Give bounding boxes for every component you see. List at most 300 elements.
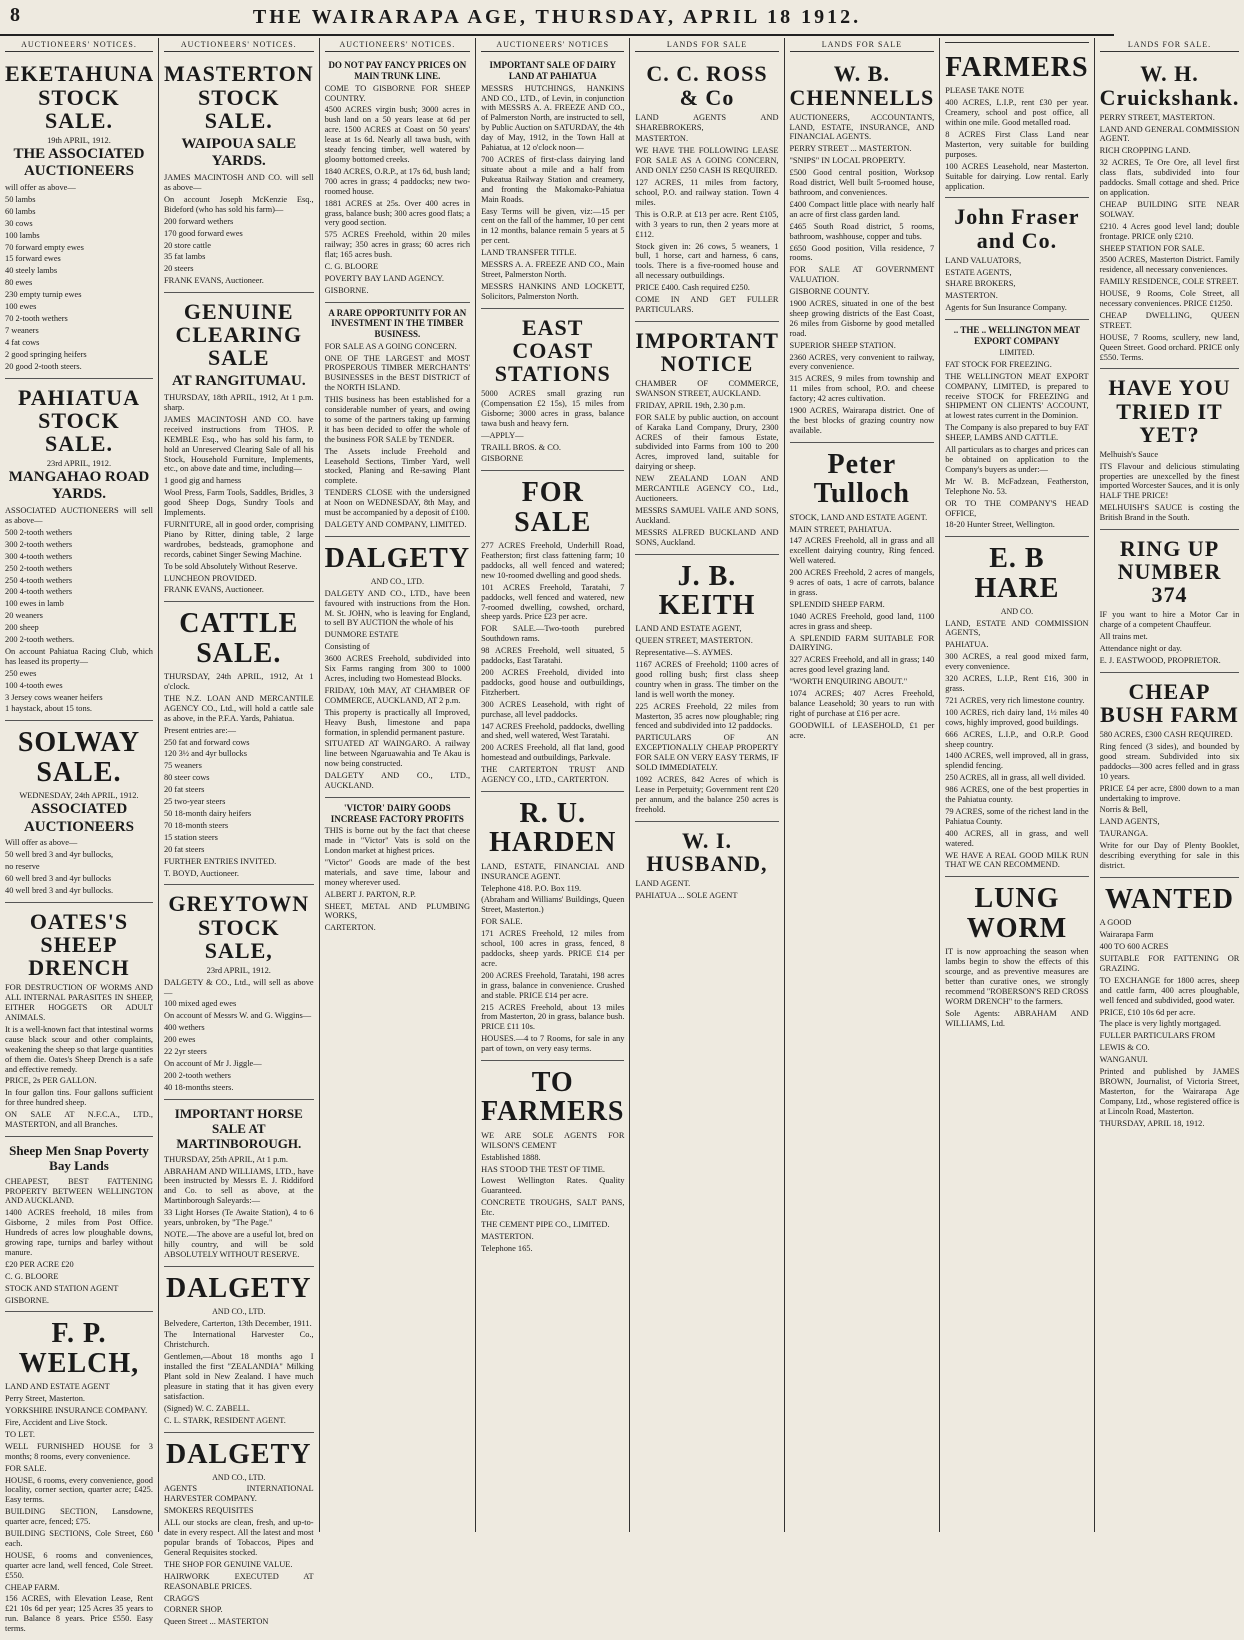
advertisement-line: 400 wethers	[163, 1023, 205, 1033]
advertisement-line: FURNITURE, all in good order, comprising Piano by Ritter, dining table, 2 large wardrobes, bedsteads, gramophone and records, cabinet Singer Sewing Machine.	[163, 520, 314, 559]
advertisement-line: 666 ACRES, L.I.P., and O.R.P. Good sheep country.	[945, 729, 1089, 749]
advertisement-line: HAS STOOD THE TEST OF TIME.	[481, 1164, 605, 1174]
advertisement-line: 225 ACRES Freehold, 22 miles from Masterton, 35 acres now ploughable; ring fenced and subdivided into 12 paddocks.	[635, 701, 779, 731]
advertisement-line: PLEASE TAKE NOTE	[945, 86, 1024, 96]
advertisement-line: SPLENDID SHEEP FARM.	[789, 599, 885, 609]
advertisement-line: 100 mixed aged ewes	[163, 999, 237, 1009]
advertisement-line: 100 lambs	[5, 230, 40, 240]
advertisement-line: HOUSE, 7 Rooms, scullery, new land, Queen Street. Good orchard. PRICE only £550. Terms.	[1099, 332, 1240, 362]
advertisement-line: CHEAP FARM.	[5, 1582, 60, 1592]
advertisement-block	[325, 55, 470, 302]
advertisement-line: THURSDAY, 18th APRIL, 1912, At 1 p.m. sharp.	[163, 393, 314, 413]
advertisement-line: 200 ACRES Freehold, 2 acres of mangels, 9 acres of oats, 1 acre of carrots, balance in grass.	[789, 568, 935, 597]
advertisement-line: 50 18-month dairy heifers	[163, 809, 252, 818]
advertisement-line: 22 2yr steers	[163, 1047, 207, 1057]
advertisement-line: WE ARE SOLE AGENTS FOR WILSON'S CEMENT	[481, 1130, 625, 1150]
advertisement-line: 80 steer cows	[163, 773, 210, 783]
advertisement-line: 300 4-tooth wethers	[5, 551, 72, 561]
advertisement-line: C. G. BLOORE	[5, 1271, 59, 1281]
advertisement-line: CARTERTON.	[324, 923, 376, 933]
advertisement-title: FARMERS	[945, 52, 1089, 83]
advertisement-line: PRICE, 2s PER GALLON.	[5, 1076, 97, 1086]
advertisement-line: HOUSE, 6 rooms, every convenience, good locality, corner section, quarter acre; £425. Easy terms.	[5, 1475, 153, 1505]
advertisement-line: 100 4-tooth ewes	[5, 680, 63, 690]
advertisement-block	[164, 1267, 314, 1433]
advertisement-line: PRICE £400. Cash required £250.	[635, 283, 750, 293]
advertisement-line: Present entries are:—	[163, 725, 237, 735]
advertisement-line: This is O.R.P. at £13 per acre. Rent £105, with 3 years to run, then 2 years more at £112.	[635, 209, 779, 239]
advertisement-line: 70 2-tooth wethers	[5, 313, 68, 323]
advertisement-line: ALBERT J. PARTON, R.P.	[324, 889, 416, 899]
advertisement-block	[635, 55, 778, 321]
advertisement-line: 200 ACRES Freehold, divided into paddocks, good house and outbuildings, Fitzherbert.	[481, 667, 625, 697]
advertisement-line: 98 ACRES Freehold, well situated, 5 paddocks, East Taratahi.	[481, 646, 625, 666]
advertisement-title: C. C. ROSS & Co	[646, 61, 768, 110]
advertisement-line: LUNCHEON PROVIDED.	[163, 573, 257, 583]
advertisement-line: 250 4-tooth wethers	[5, 575, 72, 585]
advertisement-line: All trains met.	[1099, 632, 1148, 642]
advertisement-line: 315 ACRES, 9 miles from township and 11 miles from school, P.O. and cheese factory; 42 acres cultivation.	[789, 374, 935, 404]
advertisement-line: MESSRS A. A. FREEZE AND CO., Main Street, Palmerston North.	[481, 260, 625, 279]
advertisement-line: 20 fat steers	[163, 785, 205, 795]
advertisement-line: £210. 4 Acres good level land; double frontage. PRICE only £210.	[1099, 221, 1240, 241]
advertisement-title: IMPORTANT HORSE SALE AT MARTINBOROUGH.	[174, 1105, 303, 1152]
advertisement-line: 1900 ACRES, situated in one of the best sheep growing districts of the East Coast, 26 miles from Gisborne by good metalled road.	[789, 299, 935, 338]
advertisement-title: J. B. KEITH	[658, 560, 756, 621]
advertisement-line: Mr W. B. McFadzean, Featherston, Telephone No. 53.	[945, 476, 1089, 496]
advertisement-line: Easy Terms will be given, viz:—15 per cent on the fall of the hammer, 10 per cent in 12 months, balance remain 5 years at 5 per cent.	[481, 206, 625, 246]
advertisement-line: FRANK EVANS, Auctioneer.	[163, 585, 264, 595]
advertisement-line: THE WELLINGTON MEAT EXPORT COMPANY, LIMITED, is prepared to receive STOCK for FREEZING and SHIPMENT ON CLIENTS' ACCOUNT, at lowest rates current in the Dominion.	[945, 371, 1089, 421]
advertisement-line: 4 fat cows	[5, 337, 40, 347]
advertisement-line: 1400 ACRES, well improved, all in grass, splendid fencing.	[945, 751, 1089, 771]
advertisement-line: 5000 ACRES small grazing run (Compensation £2 15s), 15 miles from Gisborne; 3000 acres in grass, balance tawa bush and heavy fern.	[481, 388, 625, 428]
advertisement-line: 200 4-tooth wethers	[5, 587, 72, 597]
advertisement-title: E. B HARE	[974, 543, 1060, 604]
advertisement-line: 100 ACRES, rich dairy land, 1½ miles 40 cows, highly improved, good buildings.	[945, 707, 1089, 727]
advertisement-line: SHARE BROKERS,	[945, 279, 1016, 289]
advertisement-block	[481, 792, 624, 1061]
advertisement-line: 40 well bred 3 and 4yr bullocks.	[5, 886, 114, 896]
advertisement-line: LAND, ESTATE, FINANCIAL AND INSURANCE AGENT.	[481, 861, 625, 881]
advertisement-block	[790, 55, 935, 442]
advertisement-line: MESSRS HANKINS AND LOCKETT, Solicitors, Palmerston North.	[481, 281, 625, 301]
advertisement-line: HOUSES.—4 to 7 Rooms, for sale in any part of town, on very easy terms.	[481, 1034, 625, 1054]
advertisement-title: DALGETY	[324, 542, 471, 574]
advertisement-line: 15 station steers	[163, 832, 218, 842]
advertisement-title: IMPORTANT NOTICE	[635, 327, 779, 376]
advertisement-block	[325, 303, 470, 537]
advertisement-line: 1881 ACRES at 25s. Over 400 acres in grass, balance bush; 300 acres good flats; a very good section.	[324, 198, 471, 228]
column-header: LANDS FOR SALE	[635, 40, 778, 52]
advertisement-title: CHEAP BUSH FARM	[1100, 678, 1239, 727]
advertisement-line: Belvedere, Carterton, 13th December, 1911.	[163, 1318, 312, 1328]
advertisement-line: DALGETY & CO., Ltd., will sell as above—	[163, 977, 314, 997]
advertisement-block	[5, 1137, 153, 1313]
advertisement-line: 156 ACRES, with Elevation Lease, Rent £21 10s 6d per year; 125 Acres 35 years to run. Balance 8 years. Price £550. Easy terms.	[5, 1594, 153, 1634]
advertisement-line: GISBORNE.	[5, 1295, 49, 1305]
column-header	[945, 40, 1088, 43]
advertisement-line: Perry Street, Masterton.	[5, 1394, 86, 1404]
advertisement-line: 20 fat steers	[163, 844, 205, 854]
advertisement-line: £20 PER ACRE £20	[5, 1259, 74, 1269]
advertisement-line: 400 TO 600 ACRES	[1099, 942, 1169, 952]
advertisement-line: 200 ACRES Freehold, all flat land, good homestead and outbuildings, Parkvale.	[481, 743, 625, 763]
advertisement-line: BUILDING SECTIONS, Cole Street, £60 each.	[5, 1529, 153, 1548]
advertisement-line: THE N.Z. LOAN AND MERCANTILE AGENCY CO., Ltd., will hold a cattle sale as above, in the P.F.A. Yards, Pahiatua.	[163, 693, 314, 723]
advertisement-line: POVERTY BAY LAND AGENCY.	[324, 273, 444, 283]
advertisement-line: FOR SALE by public auction, on account of Karaka Land Company, Drury, 2300 ACRES of their famous Estate, subdivided into Farms from 100 to 200 Acres, improved land, suitable for dairying or sheep.	[635, 412, 779, 472]
advertisement-line: FRIDAY, APRIL 19th, 2.30 p.m.	[635, 400, 746, 410]
advertisement-line: 300 2-tooth wethers	[5, 539, 72, 549]
advertisement-line: E. J. EASTWOOD, PROPRIETOR.	[1099, 656, 1221, 665]
advertisement-heading: WAIPOUA SALE YARDS.	[181, 135, 297, 170]
advertisement-line: TO LET.	[5, 1429, 35, 1439]
advertisement-line: HAIRWORK EXECUTED AT REASONABLE PRICES.	[163, 1571, 314, 1591]
advertisement-line: LEWIS & CO.	[1099, 1043, 1150, 1053]
advertisement-line: 147 ACRES Freehold, all in grass and all excellent dairying country, Ring fenced. Well watered.	[789, 536, 935, 566]
advertisement-block	[635, 322, 778, 555]
advertisement-line: Representative—S. AYMES.	[635, 648, 733, 658]
advertisement-line: 2360 ACRES, very convenient to railway, every convenience.	[789, 352, 935, 372]
advertisement-line: 250 fat and forward cows	[163, 737, 250, 747]
advertisement-line: MASTERTON.	[945, 291, 998, 301]
advertisement-line: 721 ACRES, very rich limestone country.	[945, 695, 1085, 705]
advertisement-line: LAND AGENTS,	[1099, 817, 1160, 827]
advertisement-line: 250 2-tooth wethers	[5, 563, 72, 573]
advertisement-title: SOLWAY SALE.	[17, 727, 141, 788]
advertisement-line: 50 well bred 3 and 4yr bullocks,	[5, 850, 114, 860]
advertisement-line: TENDERS CLOSE with the undersigned at Noon on WEDNESDAY, 8th May, and must be accompanied by a deposit of £100.	[324, 488, 471, 518]
advertisement-line: PAHIATUA.	[945, 640, 989, 650]
advertisement-line: 1900 ACRES, Wairarapa district. One of the best blocks of grazing country now available.	[789, 406, 935, 435]
advertisement-line: ALL our stocks are clean, fresh, and up-to-date in every respect. All the latest and most popular brands of Tobaccos, Pipes and General Requisites stocked.	[163, 1518, 314, 1557]
advertisement-title: MASTERTON STOCK SALE.	[163, 61, 314, 133]
advertisement-title: F. P. WELCH,	[18, 1318, 140, 1379]
advertisement-line: SUPERIOR SHEEP STATION.	[789, 340, 896, 350]
advertisement-line: 70 18-month steers	[163, 820, 229, 830]
advertisement-line: 1400 ACRES freehold, 18 miles from Gisborne, 2 miles from Post Office. Hundreds of acres low ploughable downs, growing rape, turnips and barley without manure.	[5, 1208, 153, 1257]
advertisement-line: Will offer as above—	[5, 838, 78, 848]
advertisement-line: 1 good gig and harness	[163, 476, 242, 486]
advertisement-line: 40 18-months steers.	[163, 1082, 234, 1092]
advertisement-line: Attendance night or day.	[1099, 644, 1182, 654]
advertisement-line: FRANK EVANS, Auctioneer.	[163, 276, 264, 286]
advertisement-line: Sole Agents: ABRAHAM AND WILLIAMS, Ltd.	[945, 1008, 1089, 1028]
advertisement-line: Norris & Bell,	[1099, 805, 1148, 815]
advertisement-line: 1840 ACRES, O.R.P., at 17s 6d, bush land; 700 acres in grass; 4 paddocks; new two-roomed house.	[324, 166, 471, 196]
advertisement-line: NEW ZEALAND LOAN AND MERCANTILE AGENCY CO., Ltd., Auctioneers.	[635, 474, 779, 503]
column-6	[785, 38, 941, 1532]
advertisement-line: A SPLENDID FARM SUITABLE FOR DAIRYING.	[789, 633, 935, 653]
advertisement-line: 215 ACRES Freehold, about 13 miles from Masterton, 20 in grass, balance bush. PRICE £11 10s.	[481, 1002, 625, 1032]
advertisement-line: ON SALE AT N.F.C.A., LTD., MASTERTON, and all Branches.	[5, 1110, 153, 1130]
column-header: LANDS FOR SALE.	[1100, 40, 1240, 52]
advertisement-block	[325, 798, 470, 939]
advertisement-line: 3 Jersey cows weaner heifers	[5, 692, 103, 702]
advertisement-line: Ring fenced (3 sides), and bounded by good stream. Subdivided into six paddocks—300 acres felled and in grass 10 years.	[1099, 742, 1240, 781]
advertisement-line: SUITABLE FOR FATTENING OR GRAZING.	[1099, 953, 1240, 973]
advertisement-line: NOTE.—The above are a useful lot, bred on hilly country, and will be sold ABSOLUTELY WITHOUT RESERVE.	[163, 1230, 314, 1259]
advertisement-block	[481, 309, 624, 472]
advertisement-line: Fire, Accident and Live Stock.	[5, 1417, 108, 1427]
advertisement-line: "Victor" Goods are made of the best materials, and save time, labour and money wherever used.	[324, 857, 471, 887]
advertisement-line: 700 ACRES of first-class dairying land situate about a mile and a half from Pukeatua Railway Station and creamery, and fronting the Makomako-Pahiatua Main Roads.	[481, 155, 625, 204]
advertisement-line: TRAILL BROS. & CO.	[481, 442, 562, 452]
advertisement-line: WE HAVE A REAL GOOD MILK RUN THAT WE CAN RECOMMEND.	[945, 850, 1089, 870]
advertisement-title: OATES'S SHEEP DRENCH	[28, 908, 130, 981]
advertisement-block	[945, 198, 1088, 320]
advertisement-line: THURSDAY, 24th APRIL, 1912, At 1 o'clock.	[163, 672, 314, 692]
advertisement-line: FRIDAY, 10th MAY, AT CHAMBER OF COMMERCE, AUCKLAND, AT 2 p.m.	[324, 685, 471, 705]
advertisement-line: STOCK AND STATION AGENT	[5, 1283, 119, 1293]
column-3	[320, 38, 476, 1532]
advertisement-line: "SNIPS" IN LOCAL PROPERTY.	[789, 156, 906, 166]
advertisement-line: A GOOD	[1099, 918, 1132, 928]
advertisement-line: 8 ACRES First Class Land near Masterton, very suitable for building purposes.	[945, 130, 1089, 159]
advertisement-line: BUILDING SECTION, Lansdowne, quarter acre, fenced; £75.	[5, 1507, 153, 1527]
advertisement-line: —APPLY—	[481, 430, 524, 440]
advertisement-line: LAND VALUATORS,	[945, 255, 1022, 265]
advertisement-line: 147 ACRES Freehold, paddocks, dwelling and shed, well watered, West Taratahi.	[481, 721, 625, 741]
advertisement-date: WEDNESDAY, 24th APRIL, 1912.	[19, 791, 139, 801]
advertisement-line: TAURANGA.	[1099, 829, 1149, 839]
advertisement-line: 100 ewes in lamb	[5, 599, 64, 609]
advertisement-title: HAVE YOU TRIED IT YET?	[1108, 375, 1231, 447]
column-header: LANDS FOR SALE	[790, 40, 935, 52]
column-header: AUCTIONEERS' NOTICES	[481, 40, 624, 52]
advertisement-line: The Company is also prepared to buy FAT SHEEP, LAMBS AND CATTLE.	[945, 423, 1089, 443]
advertisement-line: 3500 ACRES, Masterton District. Family residence, all necessary conveniences.	[1099, 255, 1240, 275]
advertisement-line: FULLER PARTICULARS FROM	[1099, 1031, 1216, 1041]
column-7	[940, 38, 1094, 1532]
advertisement-title: W. H. Cruickshank.	[1099, 61, 1240, 110]
advertisement-line: 60 lambs	[5, 206, 36, 216]
advertisement-subtitle: AND CO., LTD.	[212, 1307, 266, 1317]
advertisement-line: 120 3½ and 4yr bullocks	[163, 749, 247, 759]
advertisement-line: 200 ACRES Freehold, Taratahi, 198 acres in grass, balance in convenience. Crushed and stable. PRICE £14 per acre.	[481, 970, 625, 1000]
advertisement-line: 200 2-tooth wethers.	[5, 635, 75, 645]
advertisement-block	[1100, 878, 1240, 1135]
advertisement-line: WE HAVE THE FOLLOWING LEASE FOR SALE AS A GOING CONCERN, AND ONLY £250 CASH IS REQUIRED.	[635, 146, 779, 176]
advertisement-title: EAST COAST STATIONS	[494, 314, 611, 386]
advertisement-title: DALGETY	[166, 1438, 312, 1470]
advertisement-line: MESSRS HUTCHINGS, HANKINS AND CO., LTD., of Levin, in conjunction with MESSRS A. A. FREEZE AND CO., of Palmerston North, are instructed to sell, by Public Auction on SATURDAY, the 4th day of May, 1912, in the Town Hall at Pahiatua, at 12 o'clock noon—	[481, 83, 625, 153]
advertisement-line: 20 good 2-tooth steers.	[5, 361, 82, 371]
advertisement-line: LAND, ESTATE AND COMMISSION AGENTS,	[945, 618, 1089, 638]
advertisement-line: The place is very lightly mortgaged.	[1099, 1019, 1222, 1029]
advertisement-line: £465 South Road district, 5 rooms, bathroom, washhouse, copper and tubs.	[789, 221, 935, 241]
advertisement-line: THIS business has been established for a considerable number of years, and owing to some of the partners taking up farming it has been decided to offer the whole of the business FOR SALE by TENDER.	[324, 395, 471, 444]
advertisement-line: £500 Good central position, Worksop Road district, Well built 5-roomed house, bathroom, and conveniences.	[789, 168, 935, 197]
advertisement-line: 80 ewes	[5, 278, 33, 288]
advertisement-line: FOR SALE AS A GOING CONCERN.	[324, 341, 457, 351]
advertisement-line: 580 ACRES, £300 CASH REQUIRED.	[1099, 730, 1233, 740]
advertisement-line: SMOKERS REQUISITES	[163, 1506, 254, 1516]
advertisement-line: 100 ewes	[5, 302, 37, 312]
column-header: AUCTIONEERS' NOTICES.	[325, 40, 470, 52]
advertisement-line: 400 ACRES, all in grass, and well watered.	[945, 828, 1089, 848]
advertisement-line: This property is practically all Improved, Heavy Bush, limestone and papa formation, in splendid permanent pasture.	[324, 707, 471, 737]
advertisement-line: THE SHOP FOR GENUINE VALUE.	[163, 1559, 293, 1569]
advertisement-line: HOUSE, 6 rooms and conveniences, quarter acre land, well fenced, Cole Street. £550.	[5, 1550, 153, 1580]
advertisement-line: OR TO THE COMPANY'S HEAD OFFICE,	[945, 498, 1089, 518]
advertisement-line: LAND AGENT.	[635, 878, 691, 888]
advertisement-line: 575 ACRES Freehold, within 20 miles railway; 350 acres in grass; 60 acres rich flat; 165 acres bush.	[324, 230, 471, 260]
advertisement-line: DUNMORE ESTATE	[324, 630, 399, 640]
advertisement-line: AUCTIONEERS, ACCOUNTANTS, LAND, ESTATE, INSURANCE, AND FINANCIAL AGENTS.	[789, 112, 935, 142]
column-8	[1095, 38, 1244, 1532]
advertisement-line: Agents for Sun Insurance Company.	[945, 303, 1067, 313]
advertisement-block	[164, 885, 314, 1099]
advertisement-line: LAND AND ESTATE AGENT	[5, 1382, 110, 1392]
column-4	[476, 38, 630, 1532]
page-number: 8	[10, 4, 20, 26]
advertisement-line: 33 Light Horses (Te Awaite Station), 4 to 6 years, unbroken, by "The Page."	[163, 1208, 314, 1228]
advertisement-line: 75 weaners	[163, 761, 202, 771]
advertisement-block	[164, 55, 314, 293]
advertisement-title: DALGETY	[166, 1272, 312, 1304]
advertisement-title: W. I. HUSBAND,	[646, 827, 768, 876]
advertisement-block	[481, 1061, 624, 1260]
advertisement-line: DALGETY AND CO., LTD., have been favoured with instructions from the Hon. M. St. JOHN, who is leaving for England, to sell BY AUCTION the whole of his	[324, 588, 471, 628]
advertisement-title: CATTLE SALE.	[179, 608, 299, 669]
advertisement-line: GISBORNE	[481, 454, 523, 464]
advertisement-line: Stock given in: 26 cows, 5 weaners, 1 bull, 1 horse, cart and harness, 6 cans, tools. There is a five-roomed house and all necessary outbuildings.	[635, 241, 779, 281]
advertisement-subtitle: AND CO.	[1000, 607, 1034, 617]
advertisement-line: Melhuish's Sauce	[1099, 449, 1159, 459]
advertisement-line: 2 good springing heifers	[5, 349, 87, 359]
advertisement-line: CHEAP BUILDING SITE NEAR SOLWAY.	[1099, 199, 1240, 219]
advertisement-title: WANTED	[1105, 883, 1234, 915]
newspaper-columns	[0, 38, 1240, 1634]
advertisement-block	[5, 55, 153, 378]
column-2	[159, 38, 320, 1627]
advertisement-line: PRICE £4 per acre, £800 down to a man undertaking to improve.	[1099, 783, 1240, 803]
advertisement-title: John Fraser and Co.	[954, 204, 1080, 253]
advertisement-line: THURSDAY, 25th APRIL, At 1 p.m.	[163, 1154, 288, 1164]
advertisement-line: IT is now approaching the season when lambs begin to show the effects of this scourge, and as preventive measures are better than curative ones, we strongly recommend "ROBERSON'S RED CROSS WORM DRENCH" to the farmers.	[945, 947, 1089, 1006]
advertisement-block	[481, 471, 624, 792]
advertisement-date: 19th APRIL, 1912.	[47, 135, 111, 145]
advertisement-block	[481, 55, 624, 308]
advertisement-line: IF you want to hire a Motor Car in charge of a competent Chauffeur.	[1099, 610, 1240, 630]
advertisement-line: LAND TRANSFER TITLE.	[481, 248, 577, 258]
advertisement-line: C. L. STARK, RESIDENT AGENT.	[163, 1415, 286, 1425]
advertisement-line: Telephone 418. P.O. Box 119.	[481, 883, 582, 893]
advertisement-line: FOR SALE.	[5, 1463, 47, 1473]
advertisement-line: 500 2-tooth wethers	[5, 527, 72, 537]
advertisement-line: On account Joseph McKenzie Esq., Bideford (who has sold his farm)—	[163, 194, 314, 214]
advertisement-line: COME TO GISBORNE FOR SHEEP COUNTRY.	[324, 83, 471, 103]
advertisement-line: 60 well bred 3 and 4yr bullocks	[5, 874, 112, 884]
newspaper-title: THE WAIRARAPA AGE, THURSDAY, APRIL 18 1912.	[252, 6, 862, 28]
advertisement-line: Lowest Wellington Rates. Quality Guaranteed.	[481, 1176, 625, 1196]
advertisement-line: MAIN STREET, PAHIATUA.	[789, 524, 892, 534]
advertisement-line: YORKSHIRE INSURANCE COMPANY.	[5, 1406, 148, 1416]
advertisement-block	[164, 293, 314, 602]
advertisement-line: 3600 ACRES Freehold, subdivided into Six Farms ranging from 300 to 1000 Acres, including two Homestead Blocks.	[324, 654, 471, 683]
column-header: AUCTIONEERS' NOTICES.	[5, 40, 153, 52]
advertisement-line: 1040 ACRES Freehold, good land, 1100 acres in grass and sheep.	[789, 611, 935, 631]
advertisement-line: TO EXCHANGE for 1800 acres, sheep and cattle farm, 400 acres ploughable, well fenced and subdivided, good water.	[1099, 975, 1240, 1005]
advertisement-line: 1167 ACRES of Freehold; 1100 acres of good rolling bush; first class sheep country when in grass. The timber on the land is well worth the money.	[635, 660, 779, 699]
advertisement-line: 50 lambs	[5, 194, 36, 204]
advertisement-line: STOCK, LAND AND ESTATE AGENT.	[789, 512, 928, 522]
advertisement-line: 4500 ACRES virgin bush; 3000 acres in bush land on a 50 years lease at 6d per acre. 1500 ACRES at Coast on 50 years' lease at 1s 6d. Nearly all tawa bush, with steady fencing timber, well watered by gloomy bottomed creeks.	[324, 105, 471, 164]
advertisement-line: MESSRS ALFRED BUCKLAND AND SONS, Auckland.	[635, 527, 779, 547]
advertisement-line: ASSOCIATED AUCTIONEERS will sell as above—	[5, 506, 153, 525]
advertisement-block	[945, 46, 1088, 198]
advertisement-heading: ASSOCIATED AUCTIONEERS	[23, 801, 134, 835]
advertisement-title: 'VICTOR' DAIRY GOODS INCREASE FACTORY PROFITS	[330, 802, 464, 824]
advertisement-line: CHEAPEST, BEST FATTENING PROPERTY BETWEEN WELLINGTON AND AUCKLAND.	[5, 1176, 153, 1206]
advertisement-line: LAND AND ESTATE AGENT,	[635, 624, 742, 634]
advertisement-line: THE CARTERTON TRUST AND AGENCY CO., LTD., CARTERTON.	[481, 765, 625, 785]
advertisement-line: 20 steers	[163, 264, 194, 274]
advertisement-line: The International Harvester Co., Christchurch.	[163, 1330, 314, 1350]
advertisement-line: Wool Press, Farm Tools, Saddles, Bridles, 3 good Sheep Dogs, Sundry Tools and Implements.	[163, 488, 314, 518]
advertisement-line: FOR SALE.	[481, 917, 523, 927]
advertisement-line: 70 forward empty ewes	[5, 242, 84, 252]
advertisement-line: LAND AND GENERAL COMMISSION AGENT.	[1099, 124, 1240, 144]
advertisement-line: SITUATED AT WAINGARO. A railway line between Ngaruawahia and Te Akau is now being constructed.	[324, 739, 471, 769]
advertisement-line: THE CEMENT PIPE CO., LIMITED.	[481, 1220, 610, 1230]
advertisement-line: 25 two-year steers	[163, 797, 226, 807]
advertisement-line: 1092 ACRES, 842 Acres of which is Lease in Perpetuity; Government rent £20 per annum, and the balance 250 acres is freehold.	[635, 775, 779, 814]
advertisement-title: Sheep Men Snap Poverty Bay Lands	[9, 1142, 149, 1174]
advertisement-line: CORNER SHOP.	[163, 1605, 223, 1615]
advertisement-line: To be sold Absolutely Without Reserve.	[163, 561, 298, 571]
column-1	[0, 38, 159, 1634]
advertisement-line: 200 sheep	[5, 623, 39, 633]
advertisement-line: PARTICULARS OF AN EXCEPTIONALLY CHEAP PROPERTY FOR SALE ON VERY EASY TERMS, IF SOLD IMMEDIATELY.	[635, 733, 779, 773]
advertisement-line: WELL FURNISHED HOUSE for 3 months; 8 rooms, every convenience.	[5, 1441, 153, 1461]
advertisement-title: IMPORTANT SALE OF DAIRY LAND AT PAHIATUA	[489, 60, 616, 82]
advertisement-title: A RARE OPPORTUNITY FOR AN INVESTMENT IN THE TIMBER BUSINESS.	[328, 307, 467, 339]
advertisement-line: GISBORNE.	[324, 285, 369, 295]
advertisement-line: T. BOYD, Auctioneer.	[163, 868, 239, 878]
advertisement-line: 200 ewes	[163, 1035, 196, 1045]
advertisement-line: 79 ACRES, some of the richest land in the Pahiatua County.	[945, 806, 1089, 826]
advertisement-line: 127 ACRES, 11 miles from factory, school, P.O. and railway station. Town 4 miles.	[635, 178, 779, 207]
advertisement-line: Telephone 165.	[481, 1243, 533, 1253]
advertisement-title: W. B. CHENNELLS	[789, 61, 935, 110]
advertisement-line: 327 ACRES Freehold, and all in grass; 140 acres good level grazing land.	[789, 655, 935, 675]
advertisement-line: CRAGG'S	[163, 1593, 200, 1603]
advertisement-line: 200 forward wethers	[163, 216, 234, 226]
advertisement-block	[5, 379, 153, 722]
advertisement-line: Gentlemen,—About 18 months ago I installed the first "ZEALANDIA" Milking Plant sold in New Zealand. I have much pleasure in stating that it has given every satisfaction.	[163, 1352, 314, 1401]
advertisement-line: QUEEN STREET, MASTERTON.	[635, 636, 753, 646]
advertisement-line: ITS Flavour and delicious stimulating properties are unexcelled by the finest imported Worcester Sauces, and it is only HALF THE PRICE!	[1099, 461, 1240, 501]
advertisement-line: In four gallon tins. Four gallons sufficient for three hundred sheep.	[5, 1088, 153, 1108]
advertisement-title: R. U. HARDEN	[489, 797, 617, 859]
advertisement-title: RING UP NUMBER 374	[1117, 536, 1222, 608]
advertisement-line: 277 ACRES Freehold, Underhill Road, Featherston; first class fattening farm; 10 paddocks, all well fenced and watered; new 10-roomed dwelling and good sheds.	[481, 541, 625, 580]
advertisement-line: C. G. BLOORE	[324, 262, 379, 272]
column-header: AUCTIONEERS' NOTICES.	[164, 40, 314, 52]
advertisement-line: will offer as above—	[5, 183, 76, 192]
advertisement-line: It is a well-known fact that intestinal worms cause black scour and other complaints, weakening the sheep so that large quantities of them die. Oates's Sheep Drench is a safe and effective remedy.	[5, 1024, 153, 1074]
advertisement-line: Wairarapa Farm	[1099, 930, 1154, 940]
advertisement-block	[164, 1433, 314, 1634]
advertisement-line: 20 store cattle	[163, 240, 211, 250]
advertisement-line: GISBORNE COUNTY.	[789, 287, 870, 297]
advertisement-subtitle: AND CO., LTD.	[212, 1473, 266, 1483]
advertisement-line: (Abraham and Williams' Buildings, Queen Street, Masterton.)	[481, 895, 625, 915]
advertisement-title: GENUINE CLEARING SALE	[175, 299, 303, 371]
